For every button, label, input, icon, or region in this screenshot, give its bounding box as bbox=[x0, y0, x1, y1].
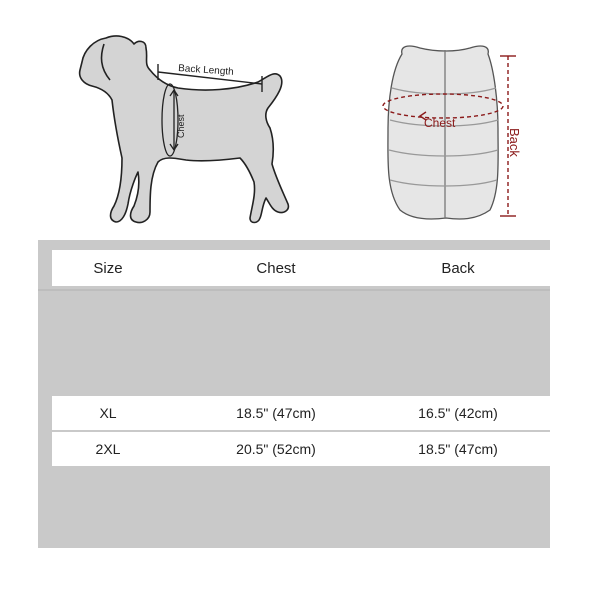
coat-illustration bbox=[388, 46, 498, 219]
dog-back-length-label: Back Length bbox=[177, 63, 235, 78]
dog-chest-label: Chest bbox=[176, 114, 186, 138]
coat-chest-label: Chest bbox=[424, 116, 456, 130]
header-size: Size bbox=[93, 259, 123, 277]
table-divider bbox=[38, 289, 550, 291]
table-header-row bbox=[52, 250, 550, 286]
size-table bbox=[38, 240, 550, 548]
size-guide-illustration bbox=[0, 0, 600, 240]
row-chest: 18.5" (47cm) bbox=[236, 405, 316, 421]
table-row bbox=[52, 432, 550, 466]
header-back: Back bbox=[441, 259, 475, 277]
row-size: XL bbox=[99, 405, 117, 421]
coat-back-label: Back bbox=[507, 128, 522, 157]
row-back: 18.5" (47cm) bbox=[418, 441, 498, 457]
row-chest: 20.5" (52cm) bbox=[236, 441, 316, 457]
row-size: 2XL bbox=[95, 441, 121, 457]
table-row bbox=[52, 396, 550, 430]
header-chest: Chest bbox=[256, 259, 296, 277]
row-back: 16.5" (42cm) bbox=[418, 405, 498, 421]
